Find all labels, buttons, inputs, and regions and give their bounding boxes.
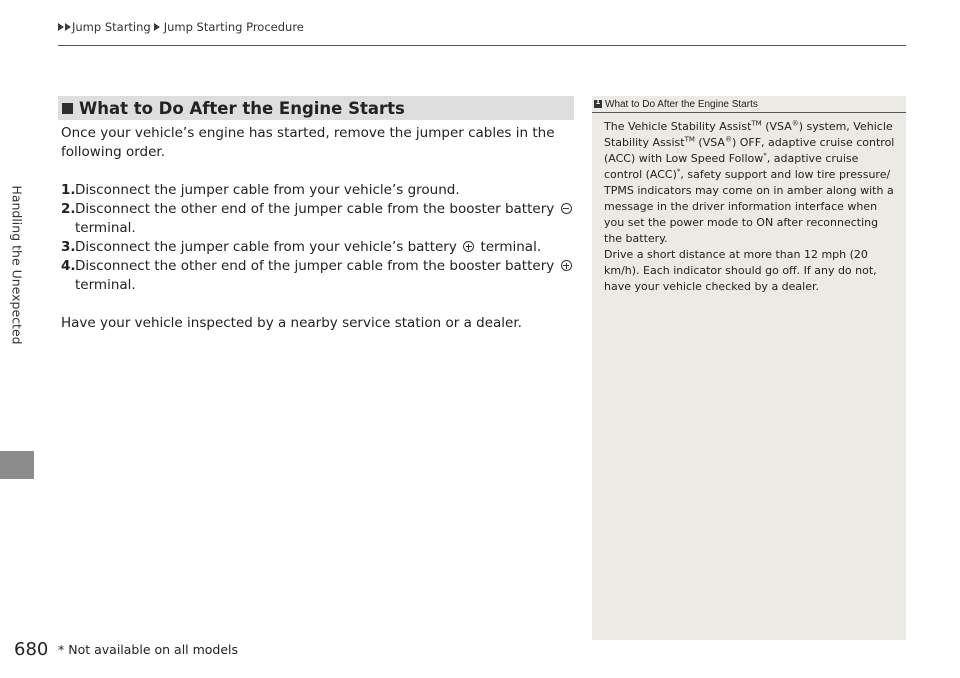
- positive-terminal-icon: [463, 241, 474, 252]
- breadcrumb-arrow-icon: [58, 23, 64, 31]
- note-text: ) system, Vehicle Stability Assist: [604, 120, 893, 149]
- note-text: The Vehicle Stability Assist: [604, 120, 752, 133]
- footnote: * Not available on all models: [58, 642, 239, 657]
- side-note-paragraph: Drive a short distance at more than 12 mph (20 km/h). Each indicator should go off. If any do not, have your vehicle checked by a dealer.: [604, 248, 877, 293]
- note-text: , adaptive cruise control (ACC): [604, 152, 859, 181]
- step-text: Disconnect the jumper cable from your vehicle’s ground.: [75, 182, 460, 198]
- header-rule: [58, 45, 906, 46]
- step-number: 3.: [61, 239, 76, 255]
- negative-terminal-icon: [561, 203, 572, 214]
- page-number: 680: [14, 639, 49, 660]
- side-note-body: [592, 113, 906, 295]
- breadcrumb-arrow-icon: [65, 23, 71, 31]
- closing-paragraph: Have your vehicle inspected by a nearby service station or a dealer.: [61, 315, 522, 331]
- section-body: [61, 124, 576, 333]
- chapter-side-label: Handling the Unexpected: [9, 185, 25, 345]
- note-text: (VSA: [761, 120, 792, 133]
- section-bullet-icon: [62, 103, 73, 114]
- step-text: Disconnect the jumper cable from your vehicle’s battery: [75, 239, 457, 255]
- breadcrumb-item-jump-starting[interactable]: Jump Starting: [72, 20, 151, 34]
- positive-terminal-icon: [561, 260, 572, 271]
- side-note-paragraph: [604, 119, 896, 247]
- registered-mark: ®: [724, 135, 732, 144]
- chapter-tab-marker: [0, 451, 34, 479]
- step-4: [61, 257, 576, 295]
- breadcrumb-item-procedure[interactable]: Jump Starting Procedure: [163, 20, 304, 34]
- step-text: Disconnect the other end of the jumper cable from the booster battery: [75, 201, 555, 217]
- side-note-title[interactable]: What to Do After the Engine Starts: [605, 98, 758, 110]
- step-number: 1.: [61, 182, 76, 198]
- step-text: Disconnect the other end of the jumper cable from the booster battery: [75, 258, 555, 274]
- breadcrumb-arrow-icon: [154, 23, 160, 31]
- section-header: [58, 96, 574, 120]
- side-note-header: [592, 96, 906, 113]
- steps-list: [61, 181, 576, 295]
- step-text-cont: terminal.: [75, 220, 136, 236]
- footnote-star: *: [676, 167, 681, 176]
- trademark-mark: TM: [751, 119, 762, 128]
- intro-paragraph: Once your vehicle’s engine has started, remove the jumper cables in the following order.: [61, 125, 555, 160]
- step-3: [61, 238, 576, 257]
- step-text-cont: terminal.: [480, 239, 542, 255]
- step-text-cont: terminal.: [75, 277, 136, 293]
- note-text: ) OFF, adaptive cruise control (ACC) with Low Speed Follow: [604, 136, 895, 165]
- note-text: (VSA: [694, 136, 725, 149]
- trademark-mark: TM: [684, 135, 695, 144]
- side-note-panel: [592, 96, 906, 640]
- note-text: , safety support and low tire pressure/ TPMS indicators may come on in amber along with a message in the driver information interface when you set the power mode to ON after reconnecting the battery.: [604, 168, 894, 245]
- step-2: [61, 200, 576, 238]
- section-title: What to Do After the Engine Starts: [79, 98, 405, 118]
- step-number: 2.: [61, 201, 76, 217]
- step-number: 4.: [61, 258, 76, 274]
- breadcrumb: [58, 20, 307, 34]
- step-1: [61, 181, 576, 200]
- registered-mark: ®: [791, 119, 799, 128]
- note-marker-icon: [594, 100, 602, 108]
- footnote-star: *: [763, 151, 767, 160]
